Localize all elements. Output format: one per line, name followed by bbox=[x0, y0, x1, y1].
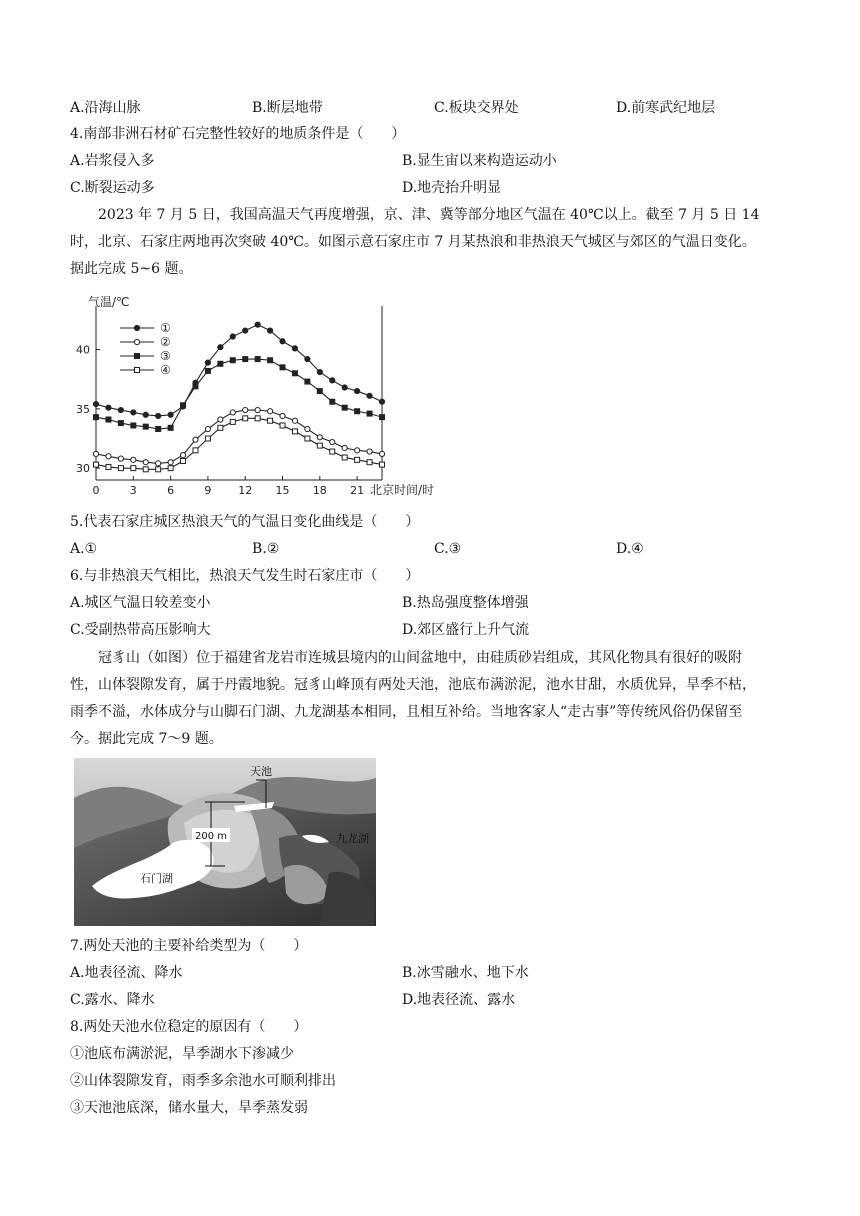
data-point bbox=[205, 368, 210, 373]
data-point bbox=[143, 424, 148, 429]
data-point bbox=[193, 437, 198, 442]
data-point bbox=[380, 462, 385, 467]
y-tick-label: 40 bbox=[76, 343, 90, 357]
data-point bbox=[168, 425, 173, 430]
q6-stem: 6.与非热浪天气相比，热浪天气发生时石家庄市（ ） bbox=[70, 568, 420, 584]
data-point bbox=[317, 389, 322, 394]
q8-item-1: ①池底布满淤泥，旱季湖水下渗减少 bbox=[70, 1046, 294, 1062]
x-tick-label: 9 bbox=[204, 484, 212, 497]
data-point bbox=[280, 339, 285, 344]
data-point bbox=[94, 415, 99, 420]
data-point bbox=[367, 460, 372, 465]
data-point bbox=[342, 385, 347, 390]
data-point bbox=[143, 467, 148, 472]
data-point bbox=[143, 460, 148, 465]
data-point bbox=[168, 412, 173, 417]
data-point bbox=[230, 410, 235, 415]
data-point bbox=[134, 339, 139, 344]
data-point bbox=[205, 426, 210, 431]
data-point bbox=[305, 379, 310, 384]
data-point bbox=[181, 403, 186, 408]
data-point bbox=[106, 417, 111, 422]
guanzhai-mountain-photo bbox=[74, 758, 376, 926]
data-point bbox=[193, 448, 198, 453]
data-point bbox=[181, 459, 186, 464]
data-point bbox=[218, 361, 223, 366]
q4-stem: 4.南部非洲石材矿石完整性较好的地质条件是（ ） bbox=[70, 126, 406, 142]
q7-option-a: A.地表径流、降水 bbox=[70, 965, 183, 981]
passage2-line-4: 今。据此完成 7～9 题。 bbox=[70, 731, 223, 747]
data-point bbox=[255, 357, 260, 362]
data-point bbox=[317, 435, 322, 440]
data-point bbox=[255, 322, 260, 327]
data-point bbox=[205, 436, 210, 441]
data-point bbox=[267, 409, 272, 414]
data-point bbox=[156, 467, 161, 472]
data-point bbox=[355, 388, 360, 393]
data-point bbox=[367, 449, 372, 454]
y-tick-label: 35 bbox=[76, 402, 90, 416]
data-point bbox=[342, 405, 347, 410]
q5-option-d: D.④ bbox=[616, 541, 644, 557]
data-point bbox=[243, 407, 248, 412]
data-point bbox=[267, 328, 272, 333]
data-point bbox=[292, 418, 297, 423]
photo-label-shimenhu: 石门湖 bbox=[140, 872, 173, 885]
x-axis-label: 北京时间/时 bbox=[370, 483, 435, 497]
data-point bbox=[330, 449, 335, 454]
data-point bbox=[135, 368, 140, 373]
data-point bbox=[106, 405, 111, 410]
data-point bbox=[230, 358, 235, 363]
legend-label-3: ③ bbox=[160, 349, 171, 363]
data-point bbox=[367, 393, 372, 398]
data-point bbox=[218, 345, 223, 350]
temperature-line-chart bbox=[70, 290, 460, 502]
data-point bbox=[330, 378, 335, 383]
data-point bbox=[292, 429, 297, 434]
data-point bbox=[255, 407, 260, 412]
data-point bbox=[280, 365, 285, 370]
data-point bbox=[131, 457, 136, 462]
data-point bbox=[118, 456, 123, 461]
data-point bbox=[292, 371, 297, 376]
passage2-line-3: 雨季不溢，水体成分与山脚石门湖、九龙湖基本相同，且相互补给。当地客家人“走古事”等传统风俗仍保留至 bbox=[70, 704, 743, 720]
x-tick-label: 21 bbox=[350, 484, 365, 497]
x-tick-label: 0 bbox=[92, 484, 100, 497]
q8-item-2: ②山体裂隙发育，雨季多余池水可顺利排出 bbox=[70, 1073, 336, 1089]
q4-option-b: B.显生宙以来构造运动小 bbox=[402, 153, 557, 169]
data-point bbox=[106, 454, 111, 459]
q5-stem: 5.代表石家庄城区热浪天气的气温日变化曲线是（ ） bbox=[70, 514, 420, 530]
legend-label-4: ④ bbox=[160, 363, 171, 377]
data-point bbox=[106, 464, 111, 469]
data-point bbox=[379, 399, 384, 404]
q7-option-c: C.露水、降水 bbox=[70, 992, 155, 1008]
data-point bbox=[243, 416, 248, 421]
data-point bbox=[355, 409, 360, 414]
data-point bbox=[330, 399, 335, 404]
x-tick-label: 12 bbox=[238, 484, 253, 497]
q6-option-d: D.郊区盛行上升气流 bbox=[402, 622, 530, 638]
legend-label-2: ② bbox=[160, 335, 171, 349]
y-tick-label: 30 bbox=[76, 462, 90, 476]
data-point bbox=[168, 466, 173, 471]
data-point bbox=[156, 461, 161, 466]
data-point bbox=[118, 466, 123, 471]
data-point bbox=[218, 417, 223, 422]
data-point bbox=[180, 453, 185, 458]
q7-option-b: B.冰雪融水、地下水 bbox=[402, 965, 529, 981]
data-point bbox=[342, 445, 347, 450]
data-point bbox=[380, 415, 385, 420]
q4-option-a: A.岩浆侵入多 bbox=[70, 153, 155, 169]
data-point bbox=[317, 370, 322, 375]
passage1-line-2: 时，北京、石家庄两地再次突破 40℃。如图示意石家庄市 7 月某热浪和非热浪天气城区与郊区的气温日变化。 bbox=[70, 234, 756, 250]
passage2-line-1: 冠豸山（如图）位于福建省龙岩市连城县境内的山间盆地中，由硅质砂岩组成，其风化物具有很好的吸附 bbox=[98, 650, 742, 666]
data-point bbox=[134, 325, 139, 330]
data-point bbox=[168, 460, 173, 465]
q3-option-a: A.沿海山脉 bbox=[70, 100, 141, 116]
data-point bbox=[156, 413, 161, 418]
data-point bbox=[143, 412, 148, 417]
data-point bbox=[305, 426, 310, 431]
q4-option-c: C.断裂运动多 bbox=[70, 180, 155, 196]
passage1-line-3: 据此完成 5~6 题。 bbox=[70, 261, 193, 277]
data-point bbox=[280, 423, 285, 428]
q5-option-a: A.① bbox=[70, 541, 98, 557]
data-point bbox=[135, 354, 140, 359]
data-point bbox=[305, 436, 310, 441]
q3-option-d: D.前寒武纪地层 bbox=[616, 100, 716, 116]
data-point bbox=[243, 357, 248, 362]
photo-label-height: 200 m bbox=[195, 831, 228, 842]
data-point bbox=[230, 334, 235, 339]
q7-option-d: D.地表径流、露水 bbox=[402, 992, 516, 1008]
data-point bbox=[255, 416, 260, 421]
data-point bbox=[355, 448, 360, 453]
legend-label-1: ① bbox=[160, 321, 171, 335]
data-point bbox=[379, 451, 384, 456]
data-point bbox=[317, 443, 322, 448]
data-point bbox=[218, 425, 223, 430]
passage2-line-2: 性，山体裂隙发育，属于丹霞地貌。冠豸山峰顶有两处天池，池底布满淤泥，池水甘甜，水质优异，旱季不枯， bbox=[70, 677, 756, 693]
q8-stem: 8.两处天池水位稳定的原因有（ ） bbox=[70, 1019, 308, 1035]
q5-option-b: B.② bbox=[252, 541, 280, 557]
passage1-line-1: 2023 年 7 月 5 日，我国高温天气再度增强，京、津、冀等部分地区气温在 40℃以上。截至 7 月 5 日 14 bbox=[98, 207, 760, 223]
data-point bbox=[93, 402, 98, 407]
x-tick-label: 15 bbox=[275, 484, 290, 497]
data-point bbox=[342, 455, 347, 460]
data-point bbox=[268, 418, 273, 423]
data-point bbox=[131, 423, 136, 428]
x-tick-label: 18 bbox=[312, 484, 327, 497]
data-point bbox=[118, 421, 123, 426]
data-point bbox=[355, 457, 360, 462]
data-point bbox=[205, 360, 210, 365]
data-point bbox=[230, 419, 235, 424]
q6-option-c: C.受副热带高压影响大 bbox=[70, 622, 211, 638]
q3-option-c: C.板块交界处 bbox=[434, 100, 519, 116]
data-point bbox=[280, 413, 285, 418]
photo-label-tianchi: 天池 bbox=[250, 765, 272, 778]
photo-label-jiulonghu: 九龙湖 bbox=[336, 832, 369, 845]
data-point bbox=[131, 410, 136, 415]
q6-option-b: B.热岛强度整体增强 bbox=[402, 595, 529, 611]
data-point bbox=[156, 427, 161, 432]
q3-option-b: B.断层地带 bbox=[252, 100, 323, 116]
q5-option-c: C.③ bbox=[434, 541, 462, 557]
q6-option-a: A.城区气温日较差变小 bbox=[70, 595, 211, 611]
data-point bbox=[292, 346, 297, 351]
q8-item-3: ③天池池底深，储水量大，旱季蒸发弱 bbox=[70, 1100, 308, 1116]
data-point bbox=[243, 328, 248, 333]
data-point bbox=[131, 466, 136, 471]
data-point bbox=[330, 439, 335, 444]
data-point bbox=[367, 411, 372, 416]
data-point bbox=[94, 462, 99, 467]
q4-option-d: D.地壳抬升明显 bbox=[402, 180, 502, 196]
y-axis-label: 气温/℃ bbox=[88, 295, 130, 309]
x-tick-label: 6 bbox=[167, 484, 175, 497]
data-point bbox=[305, 356, 310, 361]
data-point bbox=[118, 407, 123, 412]
data-point bbox=[93, 451, 98, 456]
q7-stem: 7.两处天池的主要补给类型为（ ） bbox=[70, 938, 308, 954]
data-point bbox=[193, 384, 198, 389]
x-tick-label: 3 bbox=[129, 484, 137, 497]
data-point bbox=[268, 358, 273, 363]
